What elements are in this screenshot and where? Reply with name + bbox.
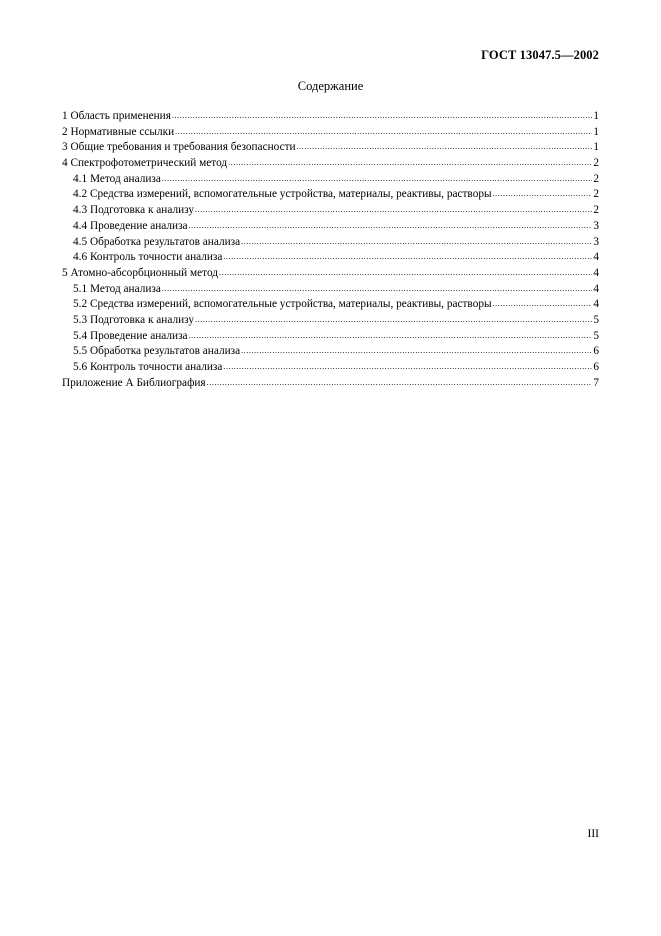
toc-entry-label: 5.2 Средства измерений, вспомогательные устройства, материалы, реактивы, растворы: [73, 298, 492, 311]
toc-entry-page: 5: [593, 329, 599, 342]
toc-entry-page: 1: [593, 110, 599, 122]
toc-entry-label: 1 Область применения: [62, 110, 171, 122]
toc-entry-label: 5.4 Проведение анализа: [73, 329, 188, 342]
toc-entry-page: 3: [593, 219, 599, 232]
toc-entry-page: 6: [593, 345, 599, 358]
toc-entry[interactable]: [62, 109, 599, 125]
toc-entry-label: 5.6 Контроль точности анализа: [73, 361, 223, 373]
toc-entry[interactable]: [62, 313, 599, 329]
toc-entry-label: 3 Общие требования и требования безопасности: [62, 141, 296, 154]
toc-entry-label: 2 Нормативные ссылки: [62, 125, 175, 138]
toc-entry-page: 4: [593, 282, 599, 295]
toc-entry-page: 2: [593, 157, 599, 170]
toc-dot-leader: [172, 108, 592, 124]
toc-dot-leader: [241, 234, 592, 250]
toc-entry[interactable]: [62, 187, 599, 203]
toc-entry-page: 3: [593, 235, 599, 248]
table-of-contents: [62, 109, 599, 391]
toc-entry-page: 5: [593, 313, 599, 326]
toc-dot-leader: [195, 202, 592, 218]
toc-entry-page: 4: [593, 266, 599, 279]
toc-dot-leader: [297, 139, 592, 155]
toc-entry-page: 2: [593, 204, 599, 217]
toc-entry-label: 4.1 Метод анализа: [73, 172, 161, 185]
toc-dot-leader: [223, 359, 592, 375]
toc-entry-label: 4.2 Средства измерений, вспомогательные устройства, материалы, реактивы, растворы: [73, 188, 492, 201]
toc-entry-label: 4.3 Подготовка к анализу: [73, 204, 194, 217]
toc-dot-leader: [493, 186, 592, 202]
toc-entry-page: 1: [593, 141, 599, 154]
toc-dot-leader: [162, 171, 592, 187]
toc-dot-leader: [189, 328, 592, 344]
toc-dot-leader: [223, 249, 592, 265]
toc-entry[interactable]: [62, 219, 599, 235]
standard-header: ГОСТ 13047.5—2002: [481, 48, 599, 62]
toc-entry[interactable]: [62, 360, 599, 376]
toc-dot-leader: [493, 296, 592, 312]
toc-entry[interactable]: [62, 235, 599, 251]
toc-dot-leader: [195, 312, 592, 328]
toc-dot-leader: [241, 343, 592, 359]
toc-entry[interactable]: [62, 172, 599, 188]
toc-entry[interactable]: [62, 140, 599, 156]
toc-dot-leader: [175, 124, 592, 140]
toc-entry-label: 5.1 Метод анализа: [73, 282, 161, 295]
toc-dot-leader: [228, 155, 592, 171]
toc-entry[interactable]: [62, 156, 599, 172]
toc-entry-label: 5.5 Обработка результатов анализа: [73, 345, 241, 358]
page-number: III: [587, 828, 599, 840]
toc-entry-page: 2: [593, 172, 599, 185]
toc-entry[interactable]: [62, 203, 599, 219]
toc-entry-label: 4.5 Обработка результатов анализа: [73, 235, 241, 248]
toc-entry-label: 4.4 Проведение анализа: [73, 219, 188, 232]
toc-dot-leader: [207, 375, 592, 391]
toc-entry-page: 6: [593, 361, 599, 373]
toc-entry-page: 2: [593, 188, 599, 201]
toc-entry[interactable]: [62, 344, 599, 360]
toc-entry-page: 4: [593, 298, 599, 311]
toc-entry-label: 4.6 Контроль точности анализа: [73, 251, 223, 264]
toc-entry[interactable]: [62, 266, 599, 282]
toc-dot-leader: [189, 218, 592, 234]
toc-entry-label: 5.3 Подготовка к анализу: [73, 313, 194, 326]
toc-entry-label: 5 Атомно-абсорбционный метод: [62, 266, 219, 279]
toc-entry[interactable]: [62, 125, 599, 141]
toc-entry[interactable]: [62, 297, 599, 313]
toc-entry[interactable]: [62, 329, 599, 345]
toc-entry-label: Приложение А Библиография: [62, 376, 206, 389]
toc-dot-leader: [162, 281, 592, 297]
toc-entry-page: 7: [593, 376, 599, 389]
toc-entry[interactable]: [62, 282, 599, 298]
toc-entry[interactable]: [62, 250, 599, 266]
toc-dot-leader: [219, 265, 592, 281]
toc-title: Содержание: [297, 79, 364, 93]
toc-entry-label: 4 Спектрофотометрический метод: [62, 157, 228, 170]
toc-entry-page: 4: [593, 251, 599, 264]
toc-entry[interactable]: [62, 376, 599, 392]
toc-entry-page: 1: [593, 125, 599, 138]
